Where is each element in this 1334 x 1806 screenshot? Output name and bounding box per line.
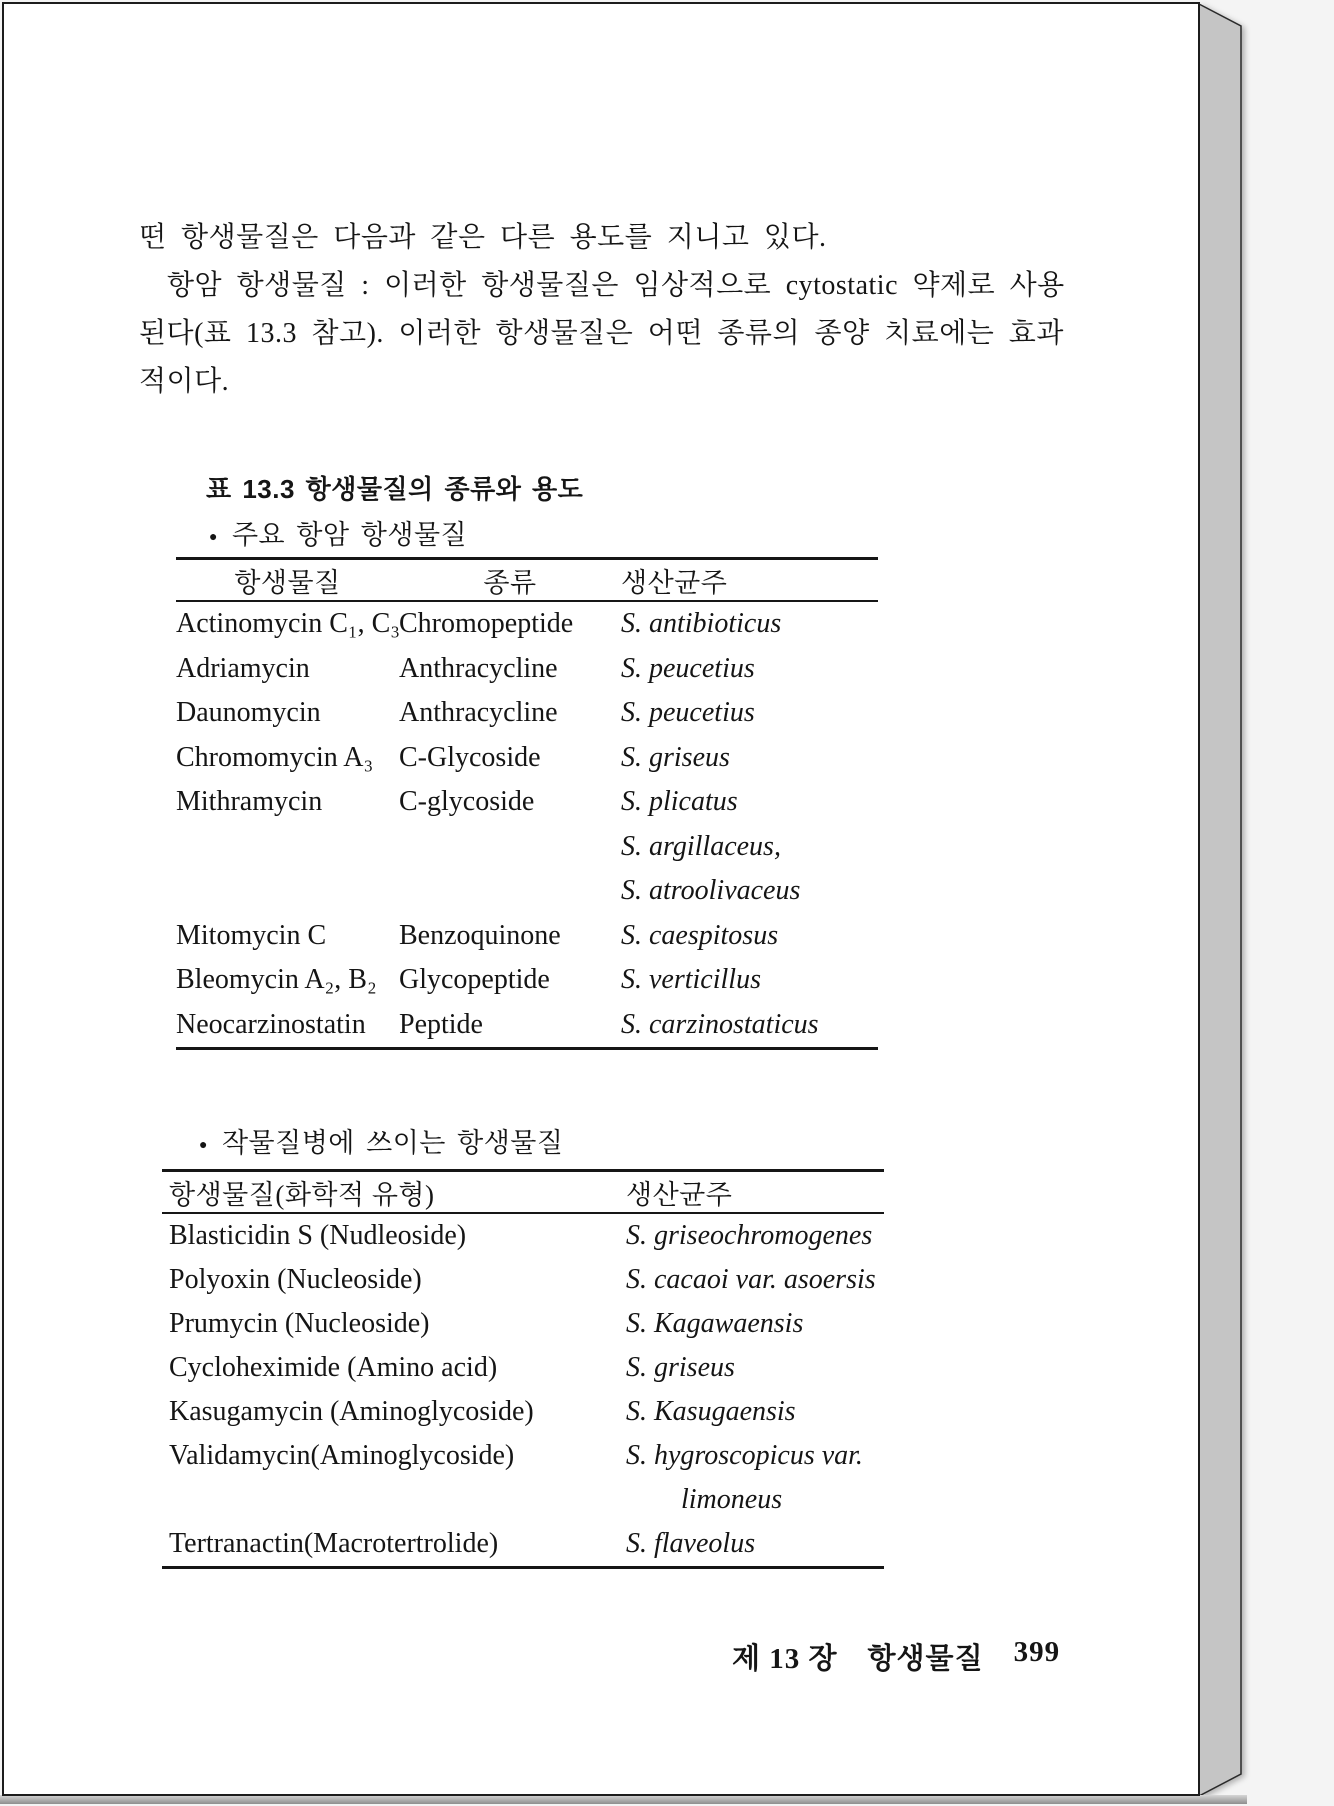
cell-strain: S. antibioticus — [621, 608, 782, 640]
cell-class: Glycopeptide — [399, 964, 550, 996]
cell-strain: S. griseochromogenes — [626, 1220, 873, 1251]
cell-antibiotic: Kasugamycin (Aminoglycoside) — [169, 1396, 534, 1427]
cell-class: Benzoquinone — [399, 919, 561, 951]
bullet-icon: ● — [209, 530, 218, 545]
footer-page-number: 399 — [1013, 1636, 1061, 1668]
cell-strain: S. Kasugaensis — [626, 1396, 796, 1427]
cell-strain: S. hygroscopicus var. — [626, 1440, 863, 1471]
table-row — [162, 1302, 884, 1346]
bullet-label: 주요 항암 항생물질 — [231, 520, 468, 550]
page — [2, 2, 1200, 1796]
section-bullet-anticancer — [209, 513, 467, 552]
intro-line: 된다(표 13.3 참고). 이러한 항생물질은 어떤 종류의 종양 치료에는 효과 — [139, 318, 1064, 349]
cell-class: Chromopeptide — [399, 608, 574, 640]
book-right-edge-shape — [1199, 4, 1241, 1796]
intro-line: 항암 항생물질 : 이러한 항생물질은 임상적으로 cytostatic 약제로 사용 — [167, 270, 1065, 301]
footer-section-title: 항생물질 — [867, 1643, 984, 1675]
table-caption: 표 13.3 항생물질의 종류와 용도 — [206, 474, 584, 504]
intro-line: 적이다. — [139, 366, 230, 397]
cell-class: C-glycoside — [399, 786, 535, 818]
cell-antibiotic: Neocarzinostatin — [176, 1008, 366, 1040]
cell-strain: S. plicatus — [621, 786, 738, 818]
table-row — [176, 825, 878, 870]
cell-antibiotic: Prumycin (Nucleoside) — [169, 1308, 430, 1339]
section-bullet-crop — [199, 1121, 563, 1160]
intro-paragraph — [139, 214, 1065, 406]
cell-class: C-Glycoside — [399, 741, 541, 773]
cell-antibiotic: Validamycin(Aminoglycoside) — [169, 1440, 515, 1471]
cell-antibiotic: Adriamycin — [176, 652, 310, 684]
cell-antibiotic: Mithramycin — [176, 786, 323, 818]
cell-strain: S. Kagawaensis — [626, 1308, 804, 1339]
table-row — [162, 1478, 884, 1522]
cell-strain: S. peucetius — [621, 697, 755, 729]
table-row — [176, 602, 878, 647]
table-row — [176, 869, 878, 914]
cell-strain: S. griseus — [621, 741, 730, 773]
cell-antibiotic: Daunomycin — [176, 697, 321, 729]
cell-antibiotic: Cycloheximide (Amino acid) — [169, 1352, 498, 1383]
bullet-label: 작물질병에 쓰이는 항생물질 — [221, 1128, 564, 1158]
cell-strain: S. verticillus — [621, 964, 761, 996]
cell-class: Peptide — [399, 1008, 483, 1040]
table-row — [162, 1214, 884, 1258]
cell-class: Anthracycline — [399, 697, 558, 729]
table-row — [176, 958, 878, 1003]
header-class: 종류 — [483, 567, 537, 598]
cell-antibiotic: Polyoxin (Nucleoside) — [169, 1264, 422, 1295]
crop-table — [162, 1169, 884, 1569]
table-row — [176, 691, 878, 736]
bullet-icon: ● — [199, 1138, 208, 1153]
footer-chapter: 제 13 장 — [732, 1643, 838, 1675]
table-row — [176, 1003, 878, 1048]
book-bottom-edge — [0, 1795, 1247, 1804]
table-row — [162, 1258, 884, 1302]
table-row — [162, 1522, 884, 1566]
cell-strain: S. griseus — [626, 1352, 735, 1383]
header-strain: 생산균주 — [626, 1179, 733, 1210]
header-strain: 생산균주 — [621, 567, 728, 598]
header-antibiotic-type: 항생물질(화학적 유형) — [169, 1179, 435, 1210]
table-row — [162, 1346, 884, 1390]
cell-strain: S. peucetius — [621, 652, 755, 684]
cell-antibiotic: Actinomycin C₁, C₃ — [176, 608, 401, 640]
table-header-row — [176, 560, 878, 602]
table-row — [176, 914, 878, 959]
cell-antibiotic: Tertranactin(Macrotertrolide) — [169, 1528, 499, 1559]
book-right-edge — [1197, 2, 1245, 1802]
table-row — [162, 1434, 884, 1478]
cell-antibiotic: Chromomycin A₃ — [176, 741, 374, 773]
cell-strain: S. flaveolus — [626, 1528, 756, 1559]
cell-strain: S. carzinostaticus — [621, 1008, 819, 1040]
cell-strain: limoneus — [681, 1484, 783, 1515]
cell-strain: S. caespitosus — [621, 919, 779, 951]
cell-class: Anthracycline — [399, 652, 558, 684]
table-row — [176, 736, 878, 781]
cell-antibiotic: Blasticidin S (Nudleoside) — [169, 1220, 467, 1251]
table-row — [162, 1390, 884, 1434]
table-row — [176, 780, 878, 825]
intro-line: 떤 항생물질은 다음과 같은 다른 용도를 지니고 있다. — [139, 222, 827, 253]
anticancer-table — [176, 557, 878, 1050]
page-footer — [732, 1636, 1060, 1677]
table-row — [176, 647, 878, 692]
cell-strain: S. atroolivaceus — [621, 875, 801, 907]
cell-strain: S. argillaceus, — [621, 830, 781, 862]
header-antibiotic: 항생물질 — [234, 567, 341, 598]
cell-strain: S. cacaoi var. asoersis — [626, 1264, 876, 1295]
cell-antibiotic: Mitomycin C — [176, 919, 327, 951]
cell-antibiotic: Bleomycin A₂, B₂ — [176, 964, 377, 996]
table-header-row — [162, 1172, 884, 1214]
